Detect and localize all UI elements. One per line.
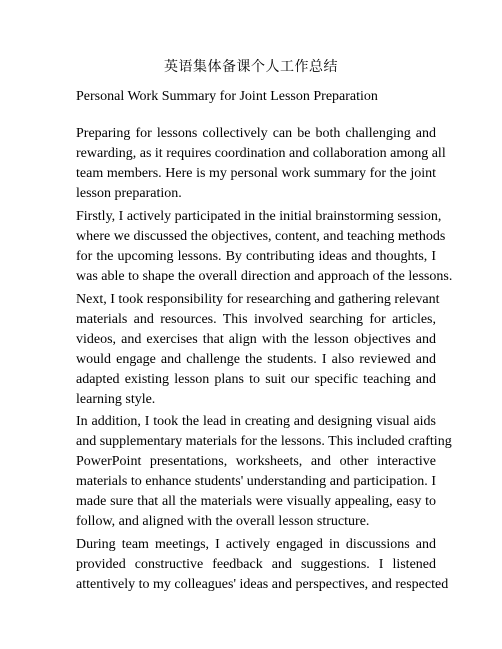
paragraph-line: provided constructive feedback and suggestions. I listened — [76, 557, 436, 572]
paragraph-line: was able to shape the overall direction and approach of the lessons. — [76, 269, 453, 284]
document-subtitle: Personal Work Summary for Joint Lesson Preparation — [76, 89, 378, 104]
paragraph-line: made sure that all the materials were visually appealing, easy to — [76, 494, 436, 509]
paragraph-line: Firstly, I actively participated in the initial brainstorming session, — [76, 209, 442, 224]
paragraph-line: learning style. — [76, 392, 156, 407]
paragraph-line: where we discussed the objectives, content, and teaching methods — [76, 229, 446, 244]
paragraph-line: videos, and exercises that align with the lesson objectives and — [76, 332, 436, 347]
paragraph-line: materials and resources. This involved searching for articles, — [76, 312, 436, 327]
paragraph-line: team members. Here is my personal work summary for the joint — [76, 166, 436, 181]
paragraph-line: Preparing for lessons collectively can be both challenging and — [76, 126, 436, 141]
document-title: 英语集体备课个人工作总结 — [164, 60, 338, 75]
paragraph-line: PowerPoint presentations, worksheets, and other interactive — [76, 454, 436, 469]
paragraph-meetings — [76, 535, 449, 595]
paragraph-line: rewarding, as it requires coordination and collaboration among all — [76, 146, 446, 161]
paragraph-research — [76, 290, 440, 410]
paragraph-line: for the upcoming lessons. By contributing ideas and thoughts, I — [76, 249, 436, 264]
paragraph-line: Next, I took responsibility for researching and gathering relevant — [76, 292, 440, 307]
paragraph-brainstorming — [76, 207, 453, 287]
paragraph-line: would engage and challenge the students. I also reviewed and — [76, 352, 436, 367]
paragraph-line: attentively to my colleagues' ideas and perspectives, and respected — [76, 577, 449, 592]
paragraph-line: lesson preparation. — [76, 186, 182, 201]
paragraph-line: adapted existing lesson plans to suit our specific teaching and — [76, 372, 436, 387]
paragraph-intro — [76, 124, 446, 204]
paragraph-line: materials to enhance students' understanding and participation. I — [76, 474, 436, 489]
paragraph-materials — [76, 412, 452, 532]
paragraph-line: In addition, I took the lead in creating and designing visual aids — [76, 414, 436, 429]
paragraph-line: During team meetings, I actively engaged in discussions and — [76, 537, 436, 552]
paragraph-line: follow, and aligned with the overall lesson structure. — [76, 514, 370, 529]
paragraph-line: and supplementary materials for the lessons. This included crafting — [76, 434, 452, 449]
